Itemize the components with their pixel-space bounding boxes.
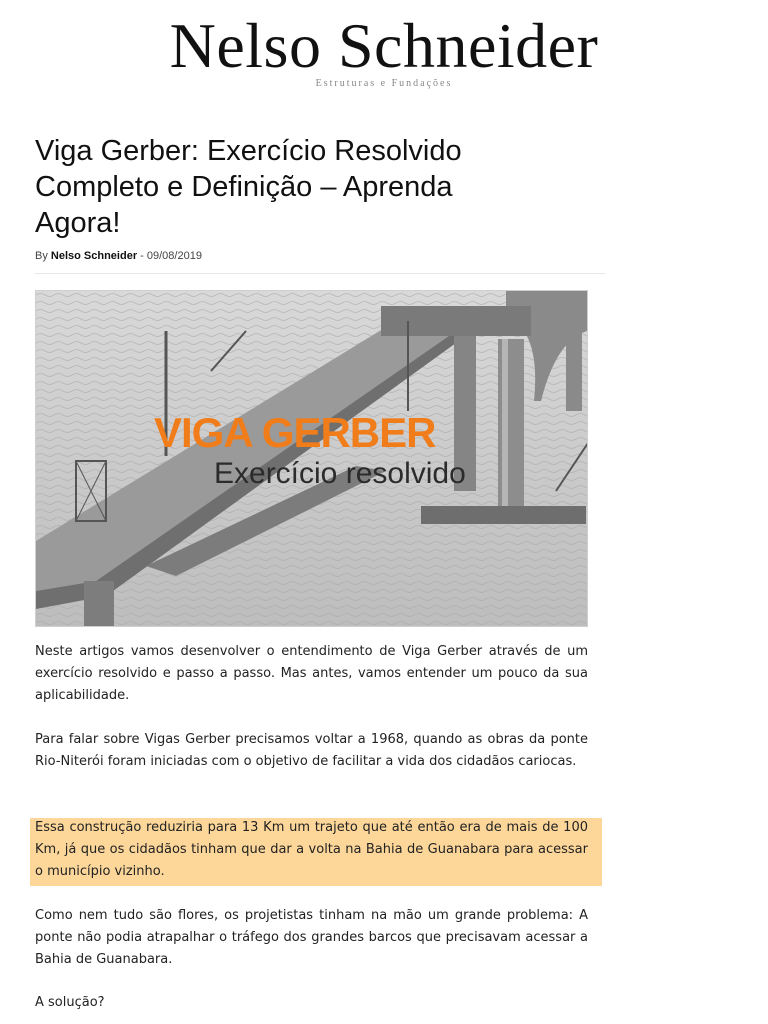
by-label: By: [35, 250, 48, 262]
site-header: [0, 0, 768, 100]
featured-image-title: VIGA GERBER: [154, 409, 436, 456]
featured-image[interactable]: [35, 290, 588, 627]
author-link[interactable]: Nelso Schneider: [50, 250, 138, 262]
paragraph-2: Para falar sobre Vigas Gerber precisamos voltar a 1968, quando as obras da ponte Rio-Niterói foram iniciadas com o objetivo de facilitar a vida dos cidadãos cariocas.: [35, 732, 588, 769]
paragraph-4: Como nem tudo são flores, os projetistas tinham na mão um grande problema: A ponte não podia atrapalhar o tráfego dos grandes barcos que precisavam acessar a Bahia de Guanabara.: [35, 908, 588, 967]
post-title: Viga Gerber: Exercício Resolvido Completo e Definição – Aprenda Agora!: [35, 135, 462, 239]
post-date: 09/08/2019: [146, 250, 202, 262]
paragraph-highlighted: Essa construção reduziria para 13 Km um trajeto que até então era de mais de 100 Km, já que os cidadãos tinham que dar a volta na Bahia de Guanabara para acessar o município vizinho.: [35, 820, 588, 879]
paragraph-5: A solução?: [35, 995, 105, 1010]
post-meta: [35, 250, 202, 262]
site-title[interactable]: Nelso Schneider: [169, 10, 599, 81]
paragraph-1: Neste artigos vamos desenvolver o entendimento de Viga Gerber através de um exercício resolvido e passo a passo. Mas antes, vamos entender um pouco da sua aplicabilidade.: [35, 644, 588, 703]
divider: [35, 273, 605, 274]
meta-separator: -: [137, 250, 147, 262]
featured-image-subtitle: Exercício resolvido: [214, 457, 466, 490]
site-tagline: Estruturas e Fundações: [315, 78, 453, 89]
